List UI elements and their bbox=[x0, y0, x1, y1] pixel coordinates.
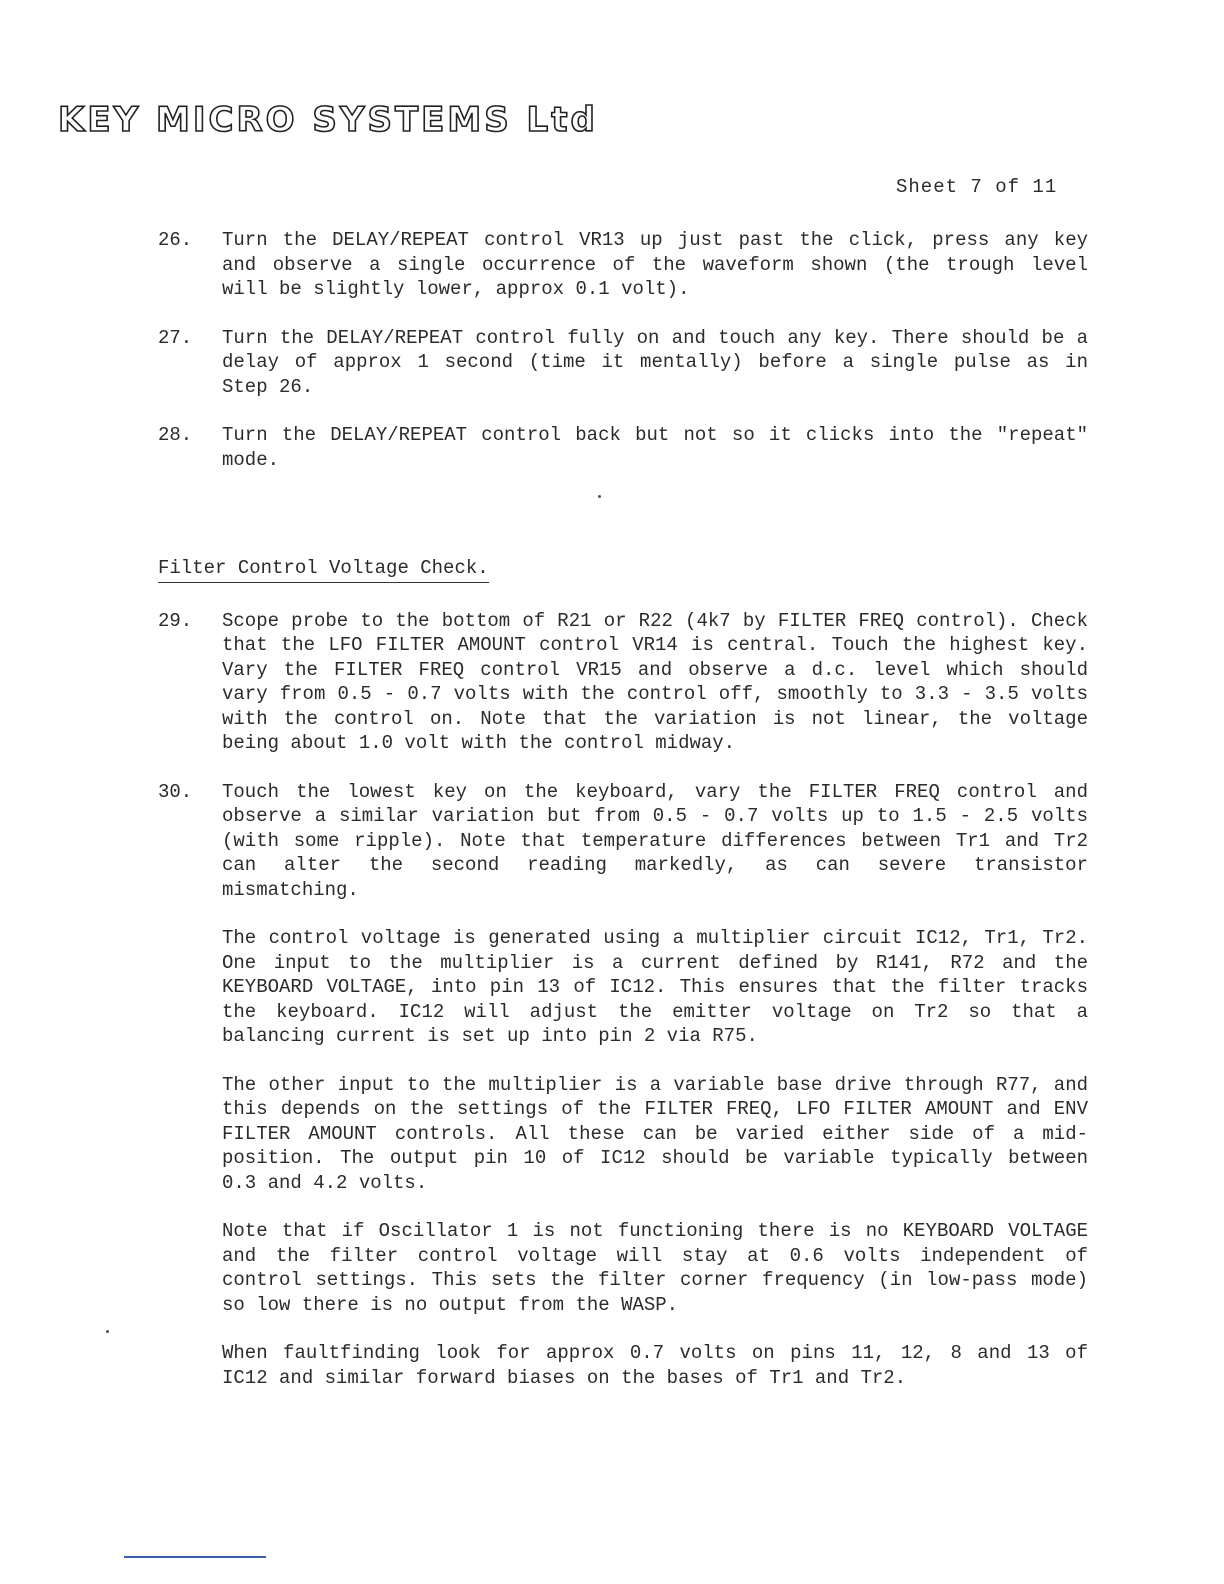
step-number: 29. bbox=[158, 609, 193, 632]
body-paragraph: When faultfinding look for approx 0.7 volts on pins 11, 12, 8 and 13 of IC12 and similar forward biases on the bases of Tr1 and Tr2. bbox=[222, 1342, 1088, 1389]
step-item bbox=[158, 423, 1088, 472]
step-item bbox=[158, 609, 1088, 756]
body-paragraph: Note that if Oscillator 1 is not functioning there is no KEYBOARD VOLTAGE and the filter control voltage will stay at 0.6 volts independent of control settings. This sets the filter corner frequency (in low-pass mode) so low there is no output from the WASP. bbox=[222, 1220, 1088, 1316]
step-text: Touch the lowest key on the keyboard, vary the FILTER FREQ control and observe a similar variation but from 0.5 - 0.7 volts up to 1.5 - 2.5 volts (with some ripple). Note that temperature differences between Tr1 and Tr2 can alter the second reading markedly, as can severe transistor mismatching. bbox=[222, 780, 1088, 901]
footer-rule bbox=[124, 1556, 266, 1558]
step-number: 26. bbox=[158, 229, 193, 251]
company-logo: KEY MICRO SYSTEMS Ltd bbox=[58, 100, 598, 140]
step-item bbox=[158, 326, 1088, 400]
section-heading: Filter Control Voltage Check. bbox=[158, 556, 489, 583]
step-text: Turn the DELAY/REPEAT control VR13 up just past the click, press any key and observe a single occurrence of the waveform shown (the trough level will be slightly lower, approx 0.1 volt). bbox=[222, 229, 1088, 300]
scan-speck bbox=[106, 1330, 109, 1333]
step-number: 30. bbox=[158, 780, 193, 803]
step-text: Turn the DELAY/REPEAT control back but not so it clicks into the "repeat" mode. bbox=[222, 424, 1088, 471]
step-item bbox=[158, 780, 1088, 903]
step-number: 27. bbox=[158, 326, 193, 349]
step-text: Scope probe to the bottom of R21 or R22 (4k7 by FILTER FREQ control). Check that the LFO FILTER AMOUNT control VR14 is central. Touch the highest key. Vary the FILTER FREQ control VR15 and observe a d.c. level which should vary from 0.5 - 0.7 volts with the control off, smoothly to 3.3 - 3.5 volts with the control on. Note that the variation is not linear, the voltage being about 1.0 volt with the control midway. bbox=[222, 609, 1088, 754]
step-number: 28. bbox=[158, 424, 193, 446]
scan-speck bbox=[598, 495, 601, 498]
document-body bbox=[158, 228, 1088, 1414]
step-text: Turn the DELAY/REPEAT control fully on and touch any key. There should be a delay of approx 1 second (time it mentally) before a single pulse as in Step 26. bbox=[222, 326, 1088, 398]
body-paragraph: The control voltage is generated using a multiplier circuit IC12, Tr1, Tr2. One input to the multiplier is a current defined by R141, R72 and the KEYBOARD VOLTAGE, into pin 13 of IC12. This ensures that the filter tracks the keyboard. IC12 will adjust the emitter voltage on Tr2 so that a balancing current is set up into pin 2 via R75. bbox=[222, 927, 1088, 1047]
sheet-number: Sheet 7 of 11 bbox=[896, 176, 1058, 198]
body-paragraph: The other input to the multiplier is a variable base drive through R77, and this depends on the settings of the FILTER FREQ, LFO FILTER AMOUNT and ENV FILTER AMOUNT controls. All these can be varied either side of a mid-position. The output pin 10 of IC12 should be variable typically between 0.3 and 4.2 volts. bbox=[222, 1073, 1088, 1194]
step-item bbox=[158, 228, 1088, 302]
